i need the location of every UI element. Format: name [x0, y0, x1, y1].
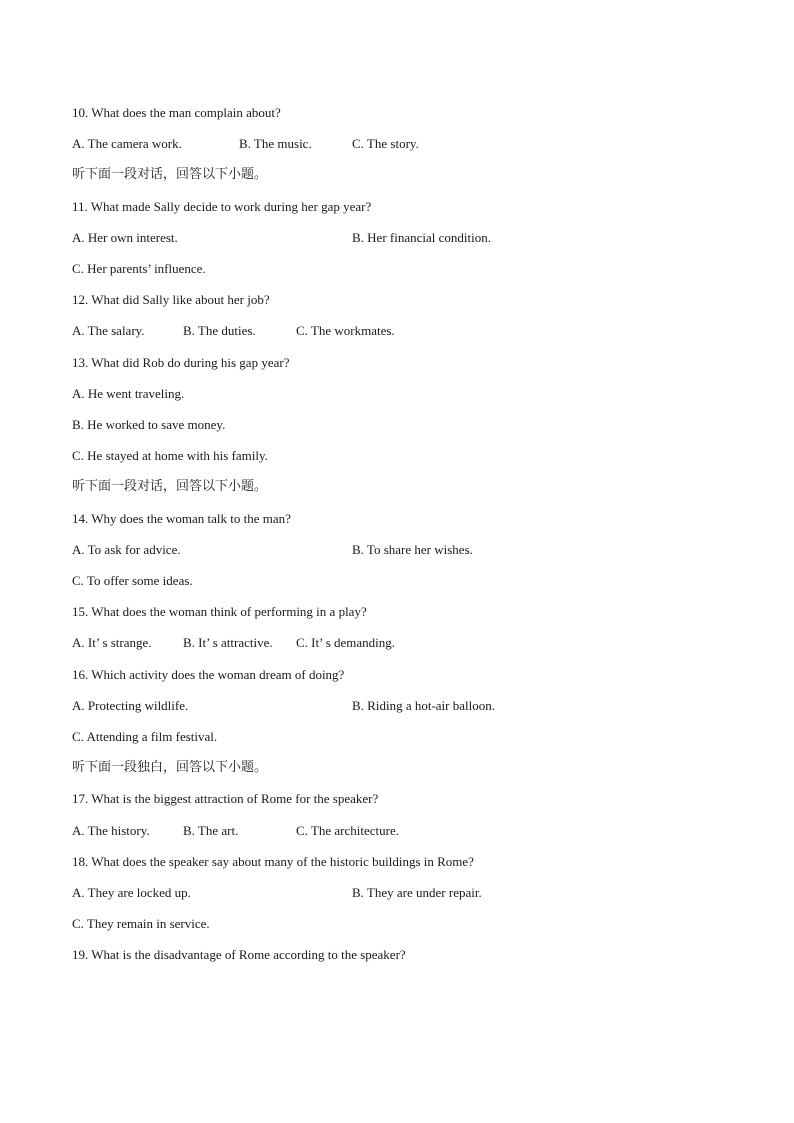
- option-b: B. They are under repair.: [352, 885, 482, 900]
- question-line: 17. What is the biggest attraction of Rome for the speaker?: [72, 791, 379, 806]
- option-c: C. It’ s demanding.: [296, 635, 396, 650]
- option-a: A. The history.: [72, 823, 150, 838]
- option-b: B. Her financial condition.: [352, 230, 491, 245]
- question-line: 11. What made Sally decide to work during her gap year?: [72, 199, 372, 214]
- question-line: C. They remain in service.: [72, 916, 210, 931]
- option-b: B. The art.: [183, 823, 239, 838]
- section-instruction: 听下面一段对话，回答以下小题。: [72, 479, 268, 494]
- option-a: A. The camera work.: [72, 136, 182, 151]
- question-line: C. Attending a film festival.: [72, 729, 218, 744]
- question-line: C. Her parents’ influence.: [72, 261, 206, 276]
- option-b: B. The music.: [239, 136, 312, 151]
- question-line: 13. What did Rob do during his gap year?: [72, 355, 290, 370]
- option-a: A. To ask for advice.: [72, 542, 181, 557]
- option-b: B. To share her wishes.: [352, 542, 473, 557]
- option-a: A. They are locked up.: [72, 885, 191, 900]
- question-line: 18. What does the speaker say about many of the historic buildings in Rome?: [72, 854, 474, 869]
- option-a: A. Protecting wildlife.: [72, 698, 189, 713]
- option-b: B. Riding a hot-air balloon.: [352, 698, 495, 713]
- option-b: B. It’ s attractive.: [183, 635, 273, 650]
- option-a: A. It’ s strange.: [72, 635, 152, 650]
- question-line: C. He stayed at home with his family.: [72, 448, 268, 463]
- option-b: B. The duties.: [183, 323, 256, 338]
- option-c: C. The architecture.: [296, 823, 399, 838]
- question-line: 10. What does the man complain about?: [72, 105, 281, 120]
- question-line: C. To offer some ideas.: [72, 573, 193, 588]
- question-line: 15. What does the woman think of performing in a play?: [72, 604, 367, 619]
- section-instruction: 听下面一段独白，回答以下小题。: [72, 760, 268, 775]
- question-line: B. He worked to save money.: [72, 417, 226, 432]
- question-line: 16. Which activity does the woman dream of doing?: [72, 667, 345, 682]
- option-c: C. The story.: [352, 136, 419, 151]
- question-line: A. He went traveling.: [72, 386, 185, 401]
- question-line: 14. Why does the woman talk to the man?: [72, 511, 291, 526]
- question-line: 12. What did Sally like about her job?: [72, 292, 270, 307]
- section-instruction: 听下面一段对话，回答以下小题。: [72, 167, 268, 182]
- question-line: 19. What is the disadvantage of Rome according to the speaker?: [72, 947, 406, 962]
- option-a: A. Her own interest.: [72, 230, 178, 245]
- option-a: A. The salary.: [72, 323, 145, 338]
- option-c: C. The workmates.: [296, 323, 395, 338]
